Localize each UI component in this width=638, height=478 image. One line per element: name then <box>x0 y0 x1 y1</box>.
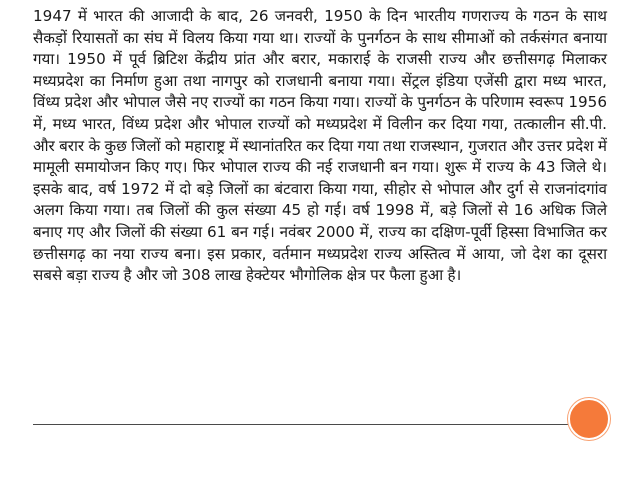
orange-circle-icon <box>568 398 610 440</box>
body-paragraph: 1947 में भारत की आजादी के बाद, 26 जनवरी, 1950 के दिन भारतीय गणराज्य के गठन के साथ सैकड़ों रियासतों का संघ में विलय किया गया था। राज्यों के पुनर्गठन के साथ सीमाओं को तर्कसंगत बनाया गया। 1950 में पूर्व ब्रिटिश केंद्रीय प्रांत और बरार, मकाराई के राजसी राज्य और छत्तीसगढ़ मिलाकर मध्यप्रदेश का निर्माण हुआ तथा नागपुर को राजधानी बनाया गया। सेंट्रल इंडिया एजेंसी द्वारा मध्य भारत, विंध्य प्रदेश और भोपाल जैसे नए राज्यों का गठन किया गया। राज्यों के पुनर्गठन के परिणाम स्वरूप 1956 में, मध्य भारत, विंध्य प्रदेश और भोपाल राज्यों को मध्यप्रदेश में विलीन कर दिया गया, तत्कालीन सी.पी. और बरार के कुछ जिलों को महाराष्ट्र में स्थानांतरित कर दिया गया तथा राजस्थान, गुजरात और उत्तर प्रदेश में मामूली समायोजन किए गए। फिर भोपाल राज्य की नई राजधानी बन गया। शुरू में राज्य के 43 जिले थे। इसके बाद, वर्ष 1972 में दो बड़े जिलों का बंटवारा किया गया, सीहोर से भोपाल और दुर्ग से राजनांदगांव अलग किया गया। तब जिलों की कुल संख्या 45 हो गई। वर्ष 1998 में, बड़े जिलों से 16 अधिक जिले बनाए गए और जिलों की संख्या 61 बन गई। नवंबर 2000 में, राज्य का दक्षिण-पूर्वी हिस्सा विभाजित कर छत्तीसगढ़ का नया राज्य बना। इस प्रकार, वर्तमान मध्यप्रदेश राज्य अस्तित्व में आया, जो देश का दूसरा सबसे बड़ा राज्य है और जो 308 लाख हेक्टेयर भौगोलिक क्षेत्र पर फैला हुआ है। <box>33 7 607 285</box>
bottom-divider <box>33 424 596 425</box>
